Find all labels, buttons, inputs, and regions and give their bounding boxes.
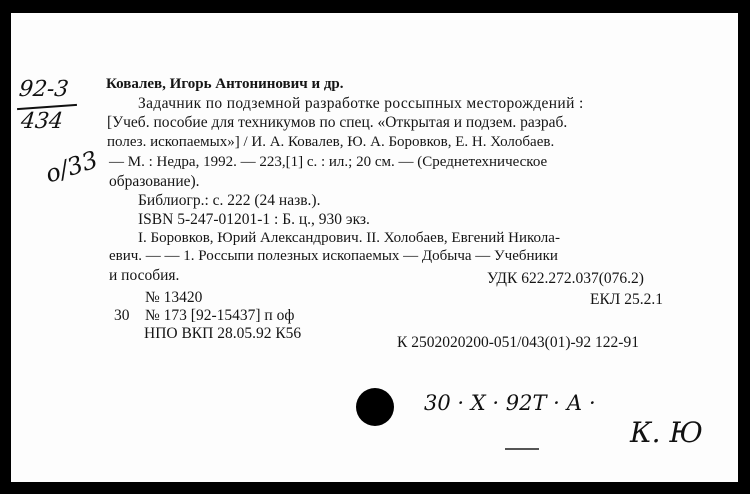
- pencil-dash: [505, 448, 539, 450]
- description-line: образование).: [109, 173, 200, 190]
- handwritten-corner-mark: К. Ю: [630, 416, 703, 449]
- call-number-bottom: 434: [19, 109, 65, 134]
- npo-line: НПО ВКП 28.05.92 К56: [144, 325, 302, 342]
- description-line: Задачник по подземной разработке россыпных месторождений :: [138, 95, 584, 112]
- bibliography-note: Библиогр.: с. 222 (24 назв.).: [138, 192, 321, 209]
- card-number: № 13420: [145, 289, 203, 306]
- call-number-top: 92-3: [17, 77, 70, 102]
- tracings-line: евич. — — 1. Россыпи полезных ископаемых — Добыча — Учебники: [109, 248, 558, 264]
- udc-code: УДК 622.272.037(076.2): [487, 270, 644, 287]
- catalog-code: К 2502020200-051/043(01)-92 122-91: [397, 334, 639, 351]
- tracings-line: и пособия.: [109, 267, 180, 284]
- catalog-card: [11, 13, 738, 482]
- tracings-line: I. Боровков, Юрий Александрович. II. Холобаев, Евгений Никола-: [138, 230, 560, 246]
- isbn-line: ISBN 5-247-01201-1 : Б. ц., 930 экз.: [138, 211, 370, 228]
- handwritten-date: 30 · Х · 92Т · А ·: [424, 391, 596, 415]
- handwritten-margin-mark: о/33: [41, 145, 102, 189]
- order-prefix: 30: [114, 307, 130, 324]
- description-line: — М. : Недра, 1992. — 223,[1] с. : ил.; 20 см. — (Среднетехническое: [109, 154, 548, 170]
- ekl-code: ЕКЛ 25.2.1: [590, 291, 663, 308]
- description-line: [Учеб. пособие для техникумов по спец. «Открытая и подзем. разраб.: [107, 114, 568, 131]
- author-heading: Ковалев, Игорь Антонинович и др.: [106, 76, 344, 92]
- order-line: № 173 [92-15437] п оф: [145, 307, 295, 324]
- punch-hole: [356, 388, 394, 426]
- description-line: полез. ископаемых»] / И. А. Ковалев, Ю. А. Боровков, Е. Н. Холобаев.: [107, 134, 555, 150]
